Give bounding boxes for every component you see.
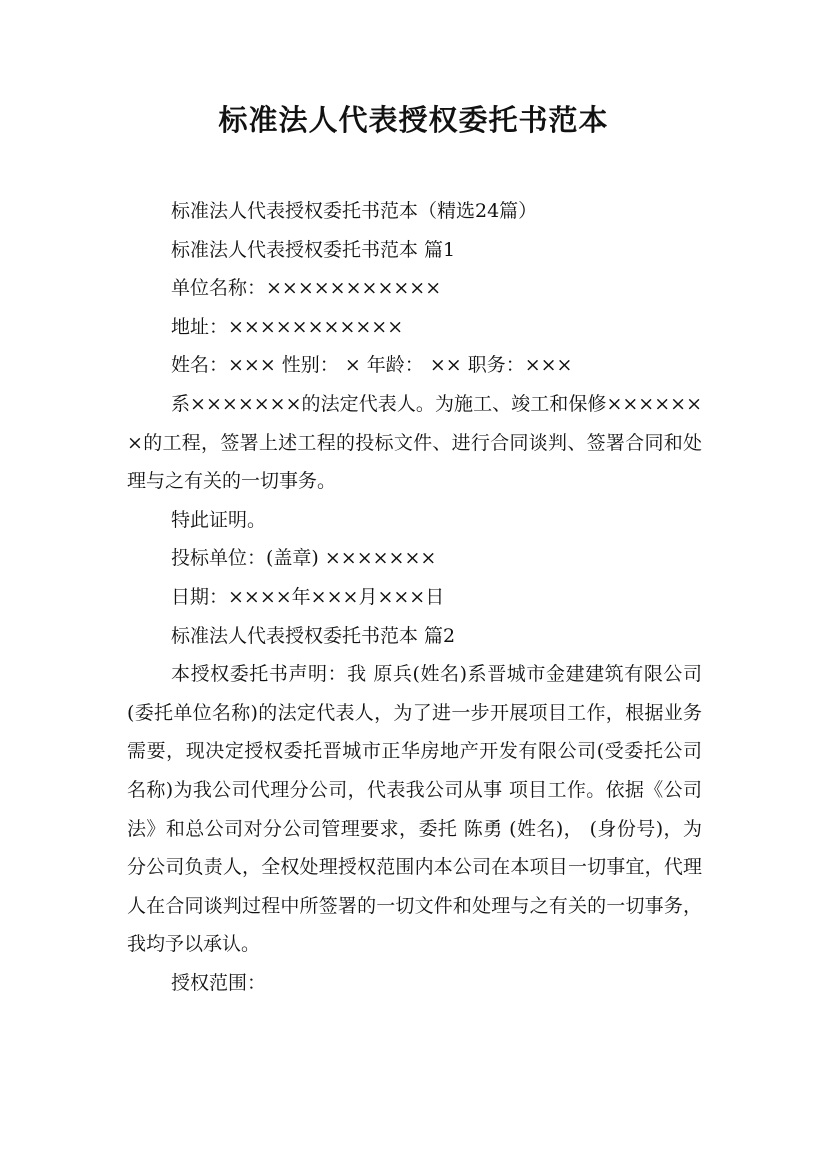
date-line: 日期：××××年×××月×××日 [171,585,445,608]
authorization-paragraph-1: 系×××××××的法定代表人。为施工、竣工和保修×××××××的工程，签署上述工程的投标文件、进行合同谈判、签署合同和处理与之有关的一切事务。 [127,392,702,493]
bidder-seal-line: 投标单位：(盖章) ××××××× [171,547,437,570]
personal-info-line: 姓名：××× 性别： × 年龄： ×× 职务：××× [171,354,573,377]
unit-name-line: 单位名称：××××××××××× [171,277,442,300]
document-title: 标准法人代表授权委托书范本 [218,103,609,137]
authorization-scope-label: 授权范围： [171,971,267,994]
certification-line: 特此证明。 [171,508,267,531]
authorization-paragraph-2: 本授权委托书声明：我 原兵(姓名)系晋城市金建建筑有限公司(委托单位名称)的法定代表人，为了进一步开展项目工作，根据业务需要，现决定授权委托晋城市正华房地产开发有限公司(受委托公司名称)为我公司代理分公司，代表我公司从事 项目工作。依据《公司法》和总公司对分公司管理要求，委托 陈勇 (姓名)， (身份号)，为分公司负责人，全权处理授权范围内本公司在本项目一切事宜，代理人在合同谈判过程中所签署的一切文件和处理与之有关的一切事务，我均予以承认。 [127,663,702,956]
document-body [127,192,702,1002]
subtitle-line: 标准法人代表授权委托书范本（精选24篇） [171,200,538,222]
address-line: 地址：××××××××××× [171,315,404,338]
section-heading-2: 标准法人代表授权委托书范本 篇2 [171,624,456,647]
section-heading-1: 标准法人代表授权委托书范本 篇1 [171,238,456,261]
